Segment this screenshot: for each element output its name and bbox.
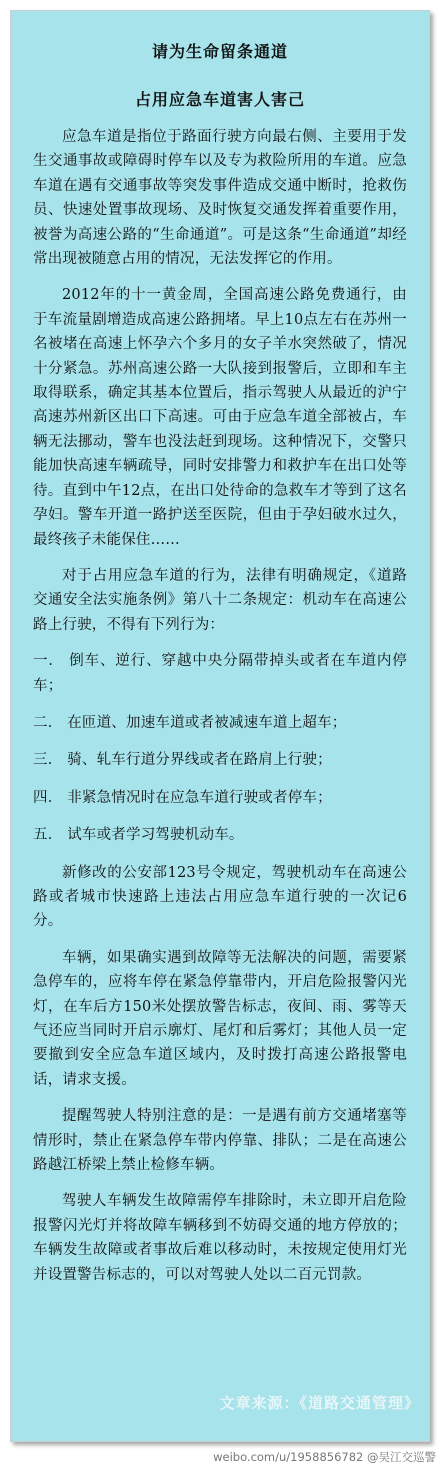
weibo-watermark: weibo.com/u/1958856782 @吴江交巡警: [213, 1450, 436, 1464]
paragraph-reminder: 提醒驾驶人特别注意的是：一是遇有前方交通堵塞等情形时，禁止在紧急停车带内停靠、排队；二是在高速公路越江桥梁上禁止检修车辆。: [33, 1108, 407, 1174]
rule-item-3: 三． 骑、轧车行道分界线或者在路肩上行驶；: [33, 752, 332, 769]
rule-item-1: 一． 倒车、逆行、穿越中央分隔带掉头或者在车道内停车；: [33, 653, 407, 694]
paragraph-penalty-points: 新修改的公安部123号令规定，驾驶机动车在高速公路或者城市快速路上违法占用应急车道行驶的一次记6分。: [33, 864, 407, 930]
article-subtitle: 占用应急车道害人害己: [134, 90, 305, 109]
paragraph-law: 对于占用应急车道的行为，法律有明确规定，《道路交通安全法实施条例》第八十二条规定：机动车在高速公路上行驶，不得有下列行为：: [33, 567, 407, 633]
rule-item-5: 五． 试车或者学习驾驶机动车。: [33, 827, 244, 844]
paragraph-breakdown: 车辆，如果确实遇到故障等无法解决的问题，需要紧急停车的，应将车停在紧急停靠带内，开启危险报警闪光灯，在车后方150米处摆放警告标志，夜间、雨、雾等天气还应当同时开启示廓灯、尾灯和后雾灯；其他人员一定要撤到安全应急车道区域内，及时拨打高速公路报警电话，请求支援。: [33, 949, 407, 1088]
paragraph-fine: 驾驶人车辆发生故障需停车排除时，未立即开启危险报警闪光灯并将故障车辆移到不妨碍交通的地方停放的；车辆发生故障或者事故后难以移动时，未按规定使用灯光并设置警告标志的，可以对驾驶人处以二百元罚款。: [33, 1193, 407, 1283]
paragraph-case: 2012年的十一黄金周，全国高速公路免费通行，由于车流量剧增造成高速公路拥堵。早上10点左右在苏州一名被堵在高速上怀孕六个多月的女子羊水突然破了，情况十分紧急。苏州高速公路一大队接到报警后，立即和车主取得联系，确定其基本位置后，指示驾驶人从最近的沪宁高速苏州新区出口下高速。可由于应急车道全部被占，车辆无法挪动，警车也没法赶到现场。这种情况下，交警只能加快高速车辆疏导，同时安排警力和救护车在出口处等待。直到中午12点，在出口处待命的急救车才等到了这名孕妇。警车开道一路护送至医院，但由于孕妇破水过久，最终孩子未能保住……: [33, 287, 407, 548]
article-card: [10, 10, 430, 1442]
rule-item-2: 二． 在匝道、加速车道或者被减速车道上超车；: [33, 714, 347, 731]
article-source: 文章来源：《道路交通管理》: [219, 1394, 420, 1412]
article-title: 请为生命留条通道: [151, 42, 288, 61]
paragraph-intro: 应急车道是指位于路面行驶方向最右侧、主要用于发生交通事故或障碍时停车以及专为救险所用的车道。应急车道在遇有交通事故等突发事件造成交通中断时，抢救伤员、快速处置事故现场、及时恢复交通发挥着重要作用，被誉为高速公路的“生命通道”。可是这条“生命通道”却经常出现被随意占用的情况，无法发挥它的作用。: [33, 129, 407, 268]
rule-item-4: 四． 非紧急情况时在应急车道行驶或者停车；: [33, 789, 332, 806]
